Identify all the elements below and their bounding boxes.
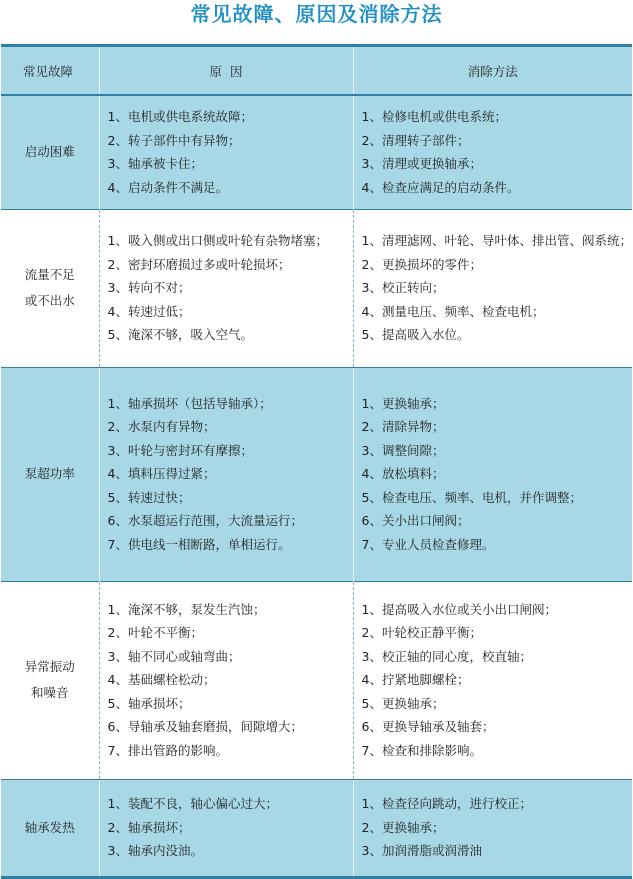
fault-name: 或不出水 bbox=[24, 293, 75, 308]
cause-item: 3、轴承被卡住； bbox=[107, 156, 203, 172]
remedy-item: 3、校正转向； bbox=[361, 280, 445, 296]
cause-item: 7、供电线一相断路，单相运行。 bbox=[107, 536, 291, 552]
cause-cell bbox=[99, 581, 353, 779]
remedy-item: 2、更换轴承； bbox=[361, 819, 445, 835]
cause-item: 2、水泵内有异物； bbox=[107, 419, 216, 435]
cause-list bbox=[100, 229, 353, 347]
remedy-cell bbox=[353, 581, 632, 779]
fault-name: 流量不足 bbox=[24, 267, 75, 282]
header-remedy: 消除方法 bbox=[353, 46, 632, 96]
cause-item: 3、叶轮与密封环有摩擦； bbox=[107, 442, 253, 458]
remedy-item: 3、校正轴的同心度，校直轴； bbox=[361, 648, 532, 664]
table-row bbox=[1, 581, 632, 779]
remedy-item: 7、检查和排除影响。 bbox=[361, 742, 482, 758]
fault-table bbox=[1, 44, 632, 879]
remedy-item: 2、更换损坏的零件； bbox=[361, 256, 482, 272]
remedy-cell bbox=[353, 367, 632, 581]
fault-cell bbox=[1, 581, 99, 779]
header-cause: 原 因 bbox=[99, 46, 353, 96]
fault-name: 和噪音 bbox=[30, 685, 69, 700]
cause-item: 2、轴承损坏； bbox=[107, 819, 191, 835]
cause-item: 5、转速过快； bbox=[107, 489, 191, 505]
remedy-cell bbox=[353, 209, 632, 367]
header-fault: 常见故障 bbox=[1, 46, 99, 96]
cause-item: 3、轴承内没油。 bbox=[107, 843, 203, 859]
remedy-cell bbox=[353, 779, 632, 877]
cause-list bbox=[100, 792, 353, 863]
cause-item: 4、填料压得过紧； bbox=[107, 466, 216, 482]
remedy-cell bbox=[353, 95, 632, 209]
remedy-item: 4、检查应满足的启动条件。 bbox=[361, 179, 520, 195]
table-header bbox=[1, 46, 632, 96]
cause-item: 1、轴承损坏（包括导轴承）； bbox=[107, 395, 272, 411]
fault-cell bbox=[1, 367, 99, 581]
cause-item: 4、启动条件不满足。 bbox=[107, 179, 228, 195]
table-row bbox=[1, 209, 632, 367]
remedy-item: 7、专业人员检查修理。 bbox=[361, 536, 495, 552]
remedy-item: 5、更换轴承； bbox=[361, 695, 445, 711]
fault-name: 启动困难 bbox=[24, 144, 75, 160]
cause-item: 4、基础螺栓松动； bbox=[107, 672, 216, 688]
remedy-item: 5、检查电压、频率、电机，并作调整； bbox=[361, 489, 582, 505]
remedy-item: 6、更换导轴承及轴套； bbox=[361, 719, 495, 735]
remedy-item: 4、放松填料； bbox=[361, 466, 445, 482]
cause-item: 1、电机或供电系统故障； bbox=[107, 109, 253, 125]
cause-item: 1、淹深不够，泵发生汽蚀； bbox=[107, 601, 266, 617]
cause-cell bbox=[99, 209, 353, 367]
remedy-item: 1、更换轴承； bbox=[361, 395, 445, 411]
remedy-list bbox=[354, 792, 633, 863]
remedy-item: 1、检修电机或供电系统； bbox=[361, 109, 507, 125]
remedy-item: 6、关小出口闸阀； bbox=[361, 513, 470, 529]
cause-list bbox=[100, 105, 353, 199]
cause-cell bbox=[99, 95, 353, 209]
remedy-item: 3、清理或更换轴承； bbox=[361, 156, 482, 172]
cause-cell bbox=[99, 367, 353, 581]
cause-list bbox=[100, 598, 353, 763]
cause-item: 5、淹深不够，吸入空气。 bbox=[107, 327, 253, 343]
remedy-item: 2、清理转子部件； bbox=[361, 132, 470, 148]
fault-cell bbox=[1, 95, 99, 209]
table-row bbox=[1, 779, 632, 877]
remedy-item: 2、叶轮校正静平衡； bbox=[361, 625, 482, 641]
cause-item: 3、转向不对； bbox=[107, 280, 191, 296]
cause-cell bbox=[99, 779, 353, 877]
table-row bbox=[1, 95, 632, 209]
cause-item: 4、转速过低； bbox=[107, 303, 191, 319]
remedy-item: 2、清除异物； bbox=[361, 419, 445, 435]
remedy-item: 4、拧紧地脚螺栓； bbox=[361, 672, 470, 688]
remedy-list bbox=[354, 598, 633, 763]
table-body bbox=[1, 95, 632, 877]
cause-item: 6、水泵超运行范围，大流量运行； bbox=[107, 513, 303, 529]
remedy-item: 4、测量电压、频率、检查电机； bbox=[361, 303, 545, 319]
remedy-item: 1、提高吸入水位或关小出口闸阀； bbox=[361, 601, 557, 617]
cause-list bbox=[100, 392, 353, 557]
cause-item: 1、吸入侧或出口侧或叶轮有杂物堵塞； bbox=[107, 233, 328, 249]
cause-item: 2、叶轮不平衡； bbox=[107, 625, 203, 641]
cause-item: 1、装配不良，轴心偏心过大； bbox=[107, 796, 278, 812]
remedy-item: 1、检查径向跳动，进行校正； bbox=[361, 796, 532, 812]
remedy-item: 5、提高吸入水位。 bbox=[361, 327, 470, 343]
remedy-list bbox=[354, 105, 633, 199]
remedy-list bbox=[354, 392, 633, 557]
table-row bbox=[1, 367, 632, 581]
cause-item: 7、排出管路的影响。 bbox=[107, 742, 228, 758]
remedy-item: 3、调整间隙； bbox=[361, 442, 445, 458]
fault-name: 异常振动 bbox=[24, 659, 75, 674]
cause-item: 5、轴承损坏； bbox=[107, 695, 191, 711]
fault-name: 轴承发热 bbox=[24, 819, 75, 835]
remedy-list bbox=[354, 229, 633, 347]
remedy-item: 3、加润滑脂或润滑油 bbox=[361, 843, 482, 859]
fault-name: 泵超功率 bbox=[24, 466, 75, 481]
fault-cell bbox=[1, 209, 99, 367]
cause-item: 2、转子部件中有异物； bbox=[107, 132, 241, 148]
remedy-item: 1、清理滤网、叶轮、导叶体、排出管、阀系统； bbox=[361, 233, 632, 249]
cause-item: 6、导轴承及轴套磨损，间隙增大； bbox=[107, 719, 303, 735]
page-title: 常见故障、原因及消除方法 bbox=[190, 2, 443, 26]
fault-cell bbox=[1, 779, 99, 877]
cause-item: 3、轴不同心或轴弯曲； bbox=[107, 648, 241, 664]
cause-item: 2、密封环磨损过多或叶轮损坏； bbox=[107, 256, 291, 272]
